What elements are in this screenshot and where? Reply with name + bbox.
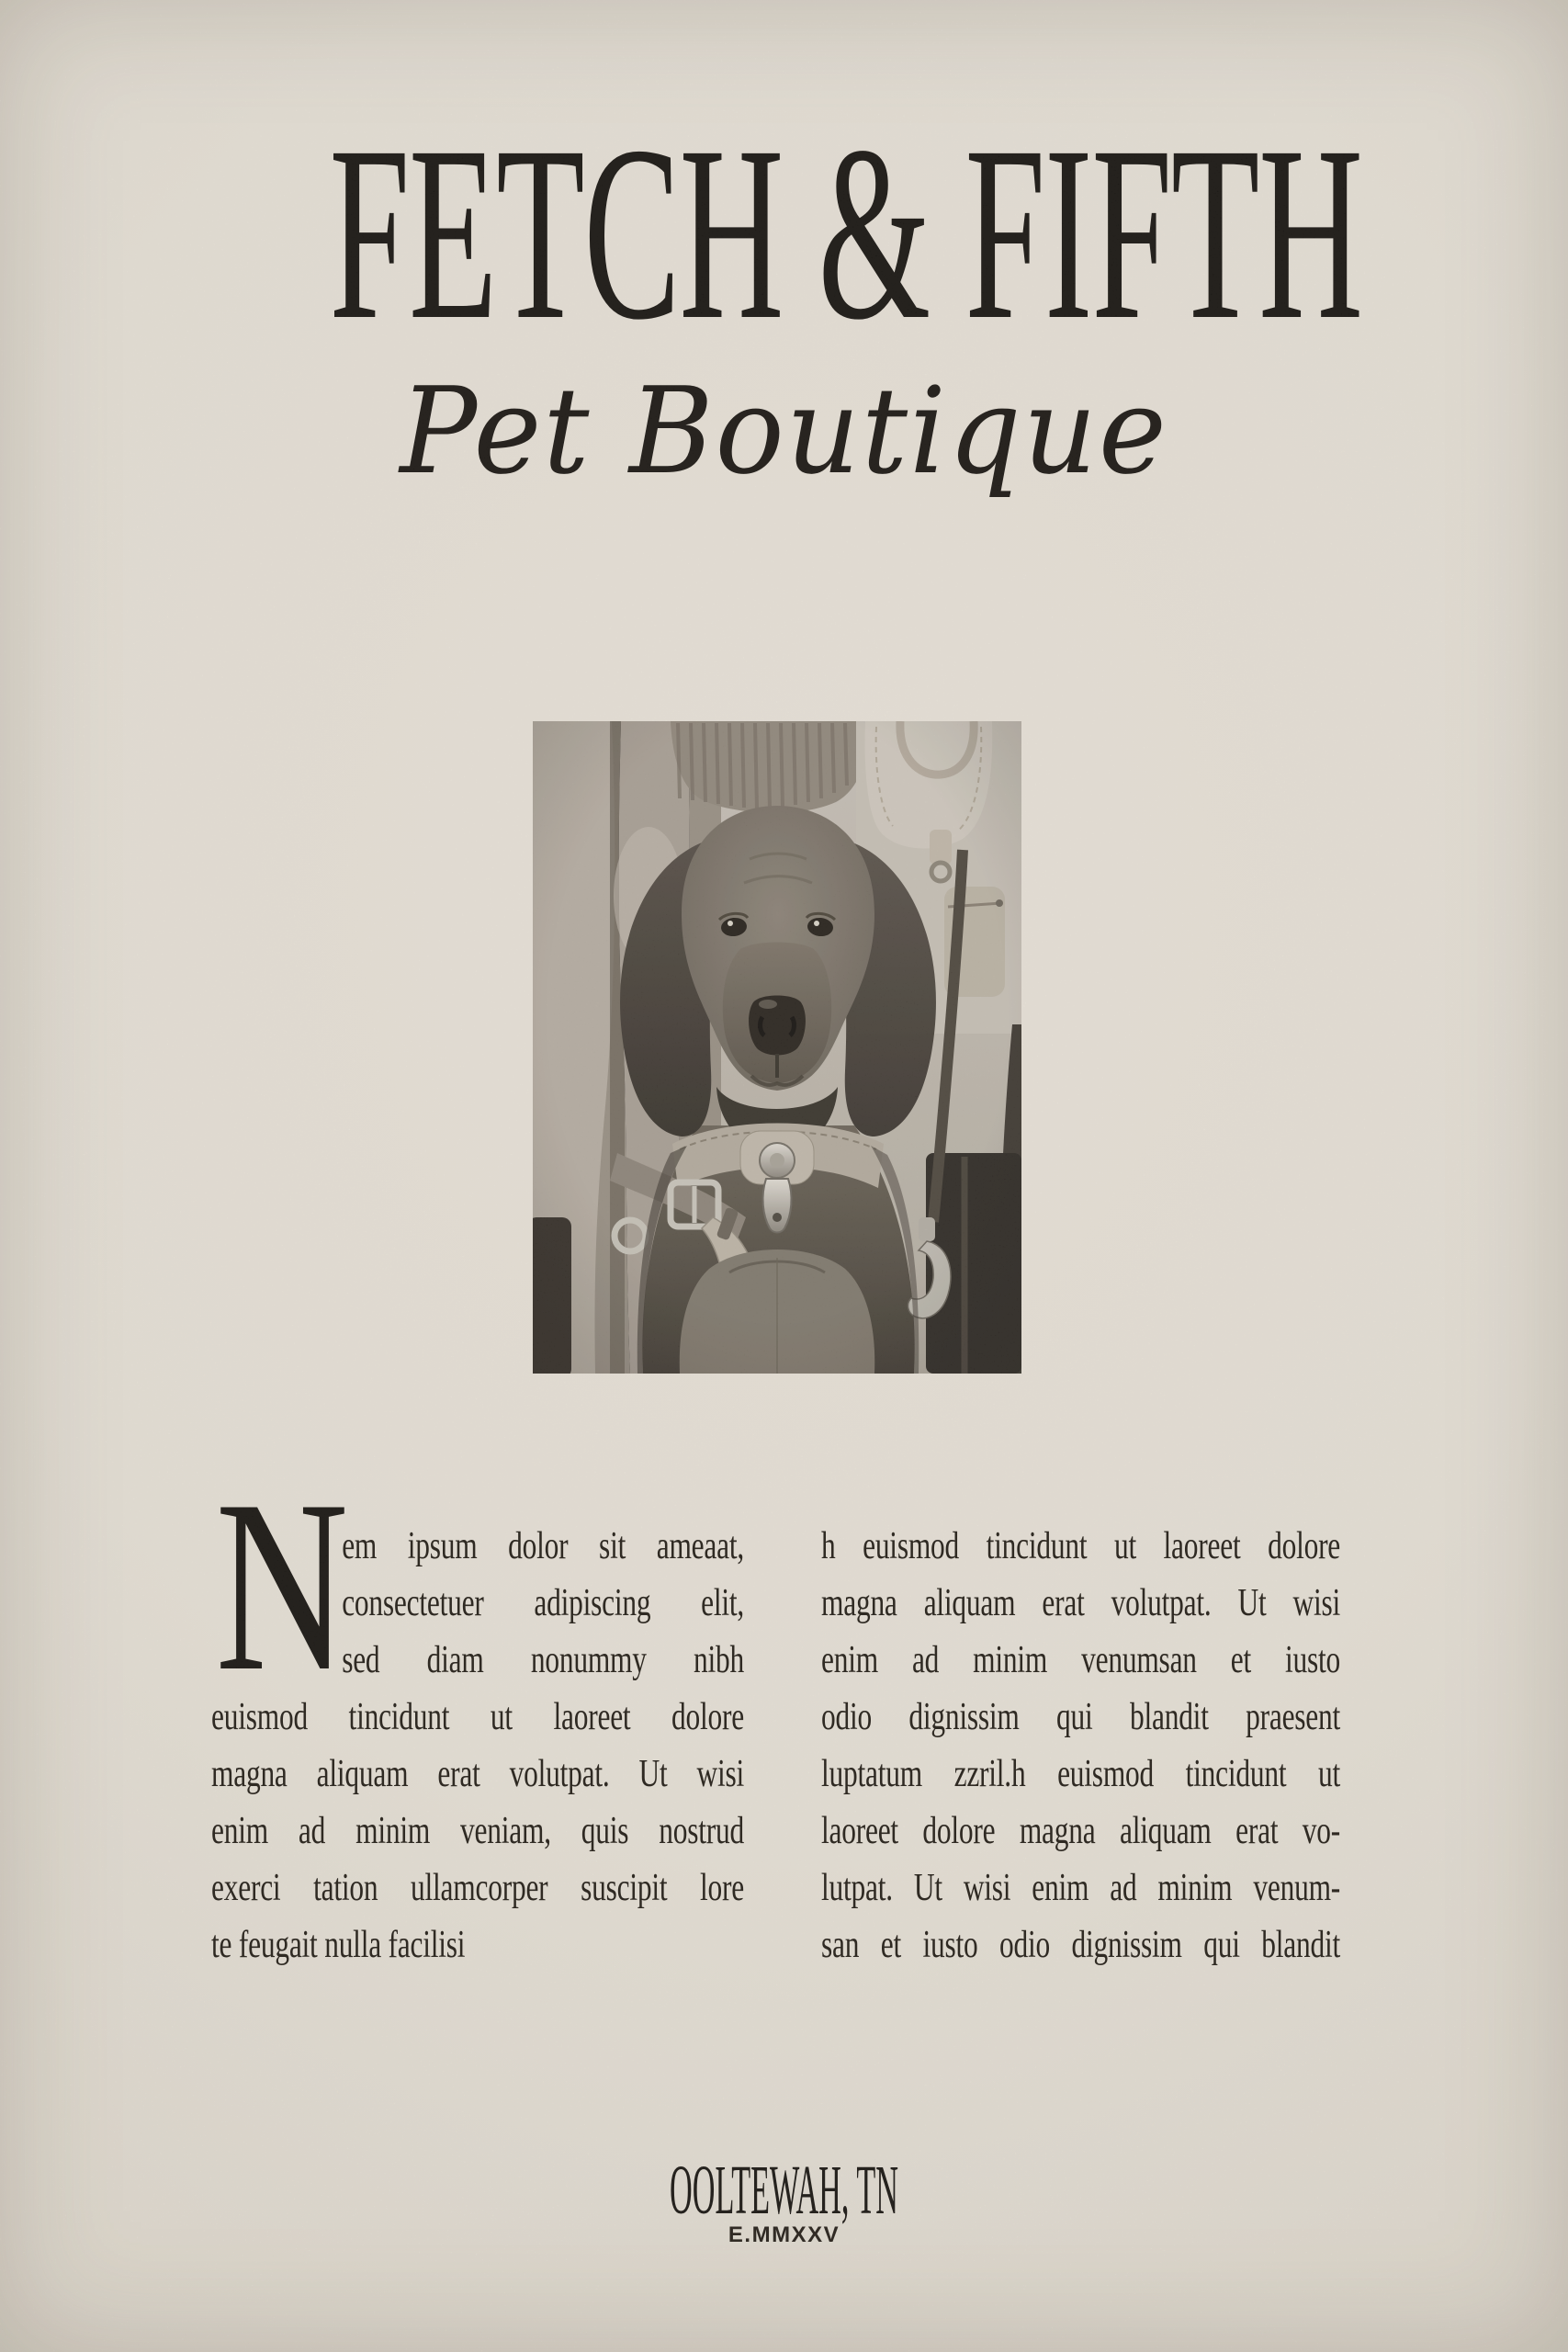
text-line: consectetuer adipiscing elit,	[342, 1582, 745, 1624]
photo-vignette	[533, 721, 1021, 1374]
text-line: laoreet dolore magna aliquam erat vo-	[821, 1810, 1341, 1852]
footer-established-year: E.MMXXV	[728, 2222, 840, 2247]
text-line: euismod tincidunt ut laoreet dolore	[211, 1696, 745, 1738]
footer-location: OOLTEWAH, TN	[670, 2152, 898, 2229]
article-column-left	[211, 1449, 745, 1973]
text-line: enim ad minim venumsan et iusto	[821, 1639, 1341, 1681]
text-line: exerci tation ullamcorper suscipit lore	[211, 1867, 745, 1909]
text-line: magna aliquam erat volutpat. Ut wisi	[821, 1582, 1341, 1624]
article	[211, 1449, 1341, 1986]
brand-subtitle: Pet Boutique	[400, 361, 1168, 501]
left-last-line: te feugait nulla facilisi	[211, 1924, 466, 1966]
text-line: magna aliquam erat volutpat. Ut wisi	[211, 1753, 745, 1795]
dog-photo-illustration	[533, 721, 1021, 1374]
text-line: san et iusto odio dignissim qui blandit	[821, 1924, 1341, 1966]
text-line: em ipsum dolor sit ameaat,	[342, 1525, 745, 1567]
text-line: odio dignissim qui blandit praesent	[821, 1696, 1341, 1738]
brand-title: FETCH & FIFTH	[329, 95, 1362, 371]
text-line: sed diam nonummy nibh	[342, 1639, 745, 1681]
text-line: luptatum zzril.h euismod tincidunt ut	[821, 1753, 1341, 1795]
article-column-right	[821, 1518, 1340, 1973]
text-line: enim ad minim veniam, quis nostrud	[211, 1810, 745, 1852]
left-full-lines	[211, 1689, 744, 1917]
dog-photo	[533, 721, 1021, 1374]
right-lines	[821, 1518, 1340, 1973]
drop-cap: N	[215, 1449, 349, 1722]
text-line: lutpat. Ut wisi enim ad minim venum-	[821, 1867, 1341, 1909]
text-line: h euismod tincidunt ut laoreet dolore	[821, 1525, 1341, 1567]
